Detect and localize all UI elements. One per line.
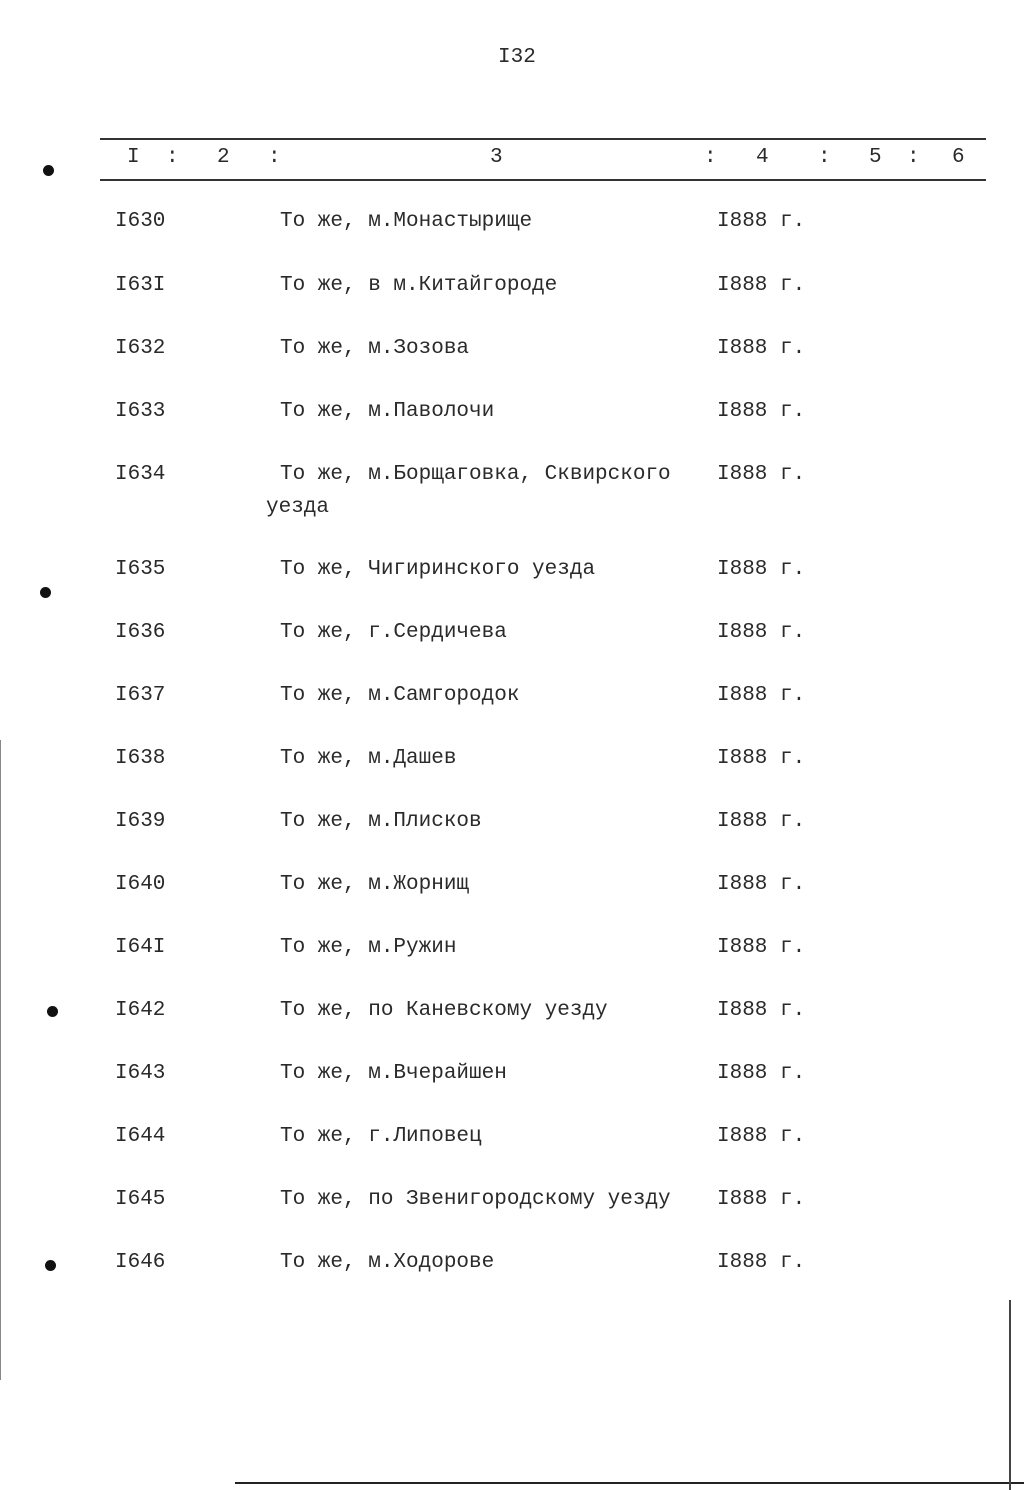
item-description: То же, по Каневскому уезду (280, 999, 608, 1022)
item-date: I888 г. (717, 1251, 806, 1274)
item-number: I644 (115, 1125, 166, 1148)
item-description: То же, м.Паволочи (280, 400, 495, 423)
item-date: I888 г. (717, 558, 806, 581)
item-number: I637 (115, 684, 166, 707)
item-number: I633 (115, 400, 166, 423)
col-header-1: I (127, 146, 140, 169)
item-description: То же, по Звенигородскому уезду (280, 1188, 671, 1211)
punch-hole (40, 587, 51, 598)
item-date: I888 г. (717, 337, 806, 360)
item-description: То же, м.Борщаговка, Сквирского (280, 463, 671, 486)
col-separator: : (166, 146, 179, 169)
item-description: То же, м.Жорнищ (280, 873, 470, 896)
item-number: I643 (115, 1062, 166, 1085)
item-date: I888 г. (717, 1062, 806, 1085)
item-number: I630 (115, 210, 166, 233)
item-date: I888 г. (717, 999, 806, 1022)
col-header-6: 6 (952, 146, 965, 169)
header-top-rule (100, 138, 986, 140)
col-separator: : (818, 146, 831, 169)
item-date: I888 г. (717, 210, 806, 233)
item-date: I888 г. (717, 684, 806, 707)
item-date: I888 г. (717, 621, 806, 644)
item-number: I632 (115, 337, 166, 360)
right-edge-line (1009, 1300, 1011, 1490)
item-description: То же, в м.Китайгороде (280, 274, 558, 297)
header-bottom-rule (100, 179, 986, 181)
item-number: I63I (115, 274, 166, 297)
bottom-edge-line (235, 1482, 1024, 1484)
item-number: I646 (115, 1251, 166, 1274)
item-description: То же, м.Монастырище (280, 210, 533, 233)
item-number: I64I (115, 936, 166, 959)
punch-hole (43, 165, 54, 176)
item-description: То же, г.Сердичева (280, 621, 507, 644)
item-description: То же, м.Вчерайшен (280, 1062, 507, 1085)
item-description-continued: уезда (266, 496, 330, 519)
item-date: I888 г. (717, 1125, 806, 1148)
item-number: I635 (115, 558, 166, 581)
item-number: I638 (115, 747, 166, 770)
item-number: I636 (115, 621, 166, 644)
item-description: То же, м.Самгородок (280, 684, 520, 707)
col-header-5: 5 (869, 146, 882, 169)
col-header-2: 2 (217, 146, 230, 169)
col-header-4: 4 (756, 146, 769, 169)
item-number: I639 (115, 810, 166, 833)
item-number: I642 (115, 999, 166, 1022)
item-date: I888 г. (717, 274, 806, 297)
item-date: I888 г. (717, 873, 806, 896)
item-date: I888 г. (717, 400, 806, 423)
punch-hole (45, 1260, 56, 1271)
col-separator: : (268, 146, 281, 169)
col-separator: : (907, 146, 920, 169)
item-description: То же, г.Липовец (280, 1125, 482, 1148)
item-date: I888 г. (717, 936, 806, 959)
item-description: То же, м.Ходорове (280, 1251, 495, 1274)
item-number: I645 (115, 1188, 166, 1211)
item-description: То же, м.Ружин (280, 936, 457, 959)
item-number: I640 (115, 873, 166, 896)
col-separator: : (704, 146, 717, 169)
item-description: То же, Чигиринского уезда (280, 558, 596, 581)
punch-hole (47, 1006, 58, 1017)
item-description: То же, м.Дашев (280, 747, 457, 770)
page-number: I32 (498, 46, 536, 69)
col-header-3: 3 (490, 146, 503, 169)
item-number: I634 (115, 463, 166, 486)
item-description: То же, м.Плисков (280, 810, 482, 833)
left-edge-line (0, 740, 1, 1380)
item-description: То же, м.Зозова (280, 337, 470, 360)
item-date: I888 г. (717, 1188, 806, 1211)
item-date: I888 г. (717, 463, 806, 486)
item-date: I888 г. (717, 747, 806, 770)
item-date: I888 г. (717, 810, 806, 833)
